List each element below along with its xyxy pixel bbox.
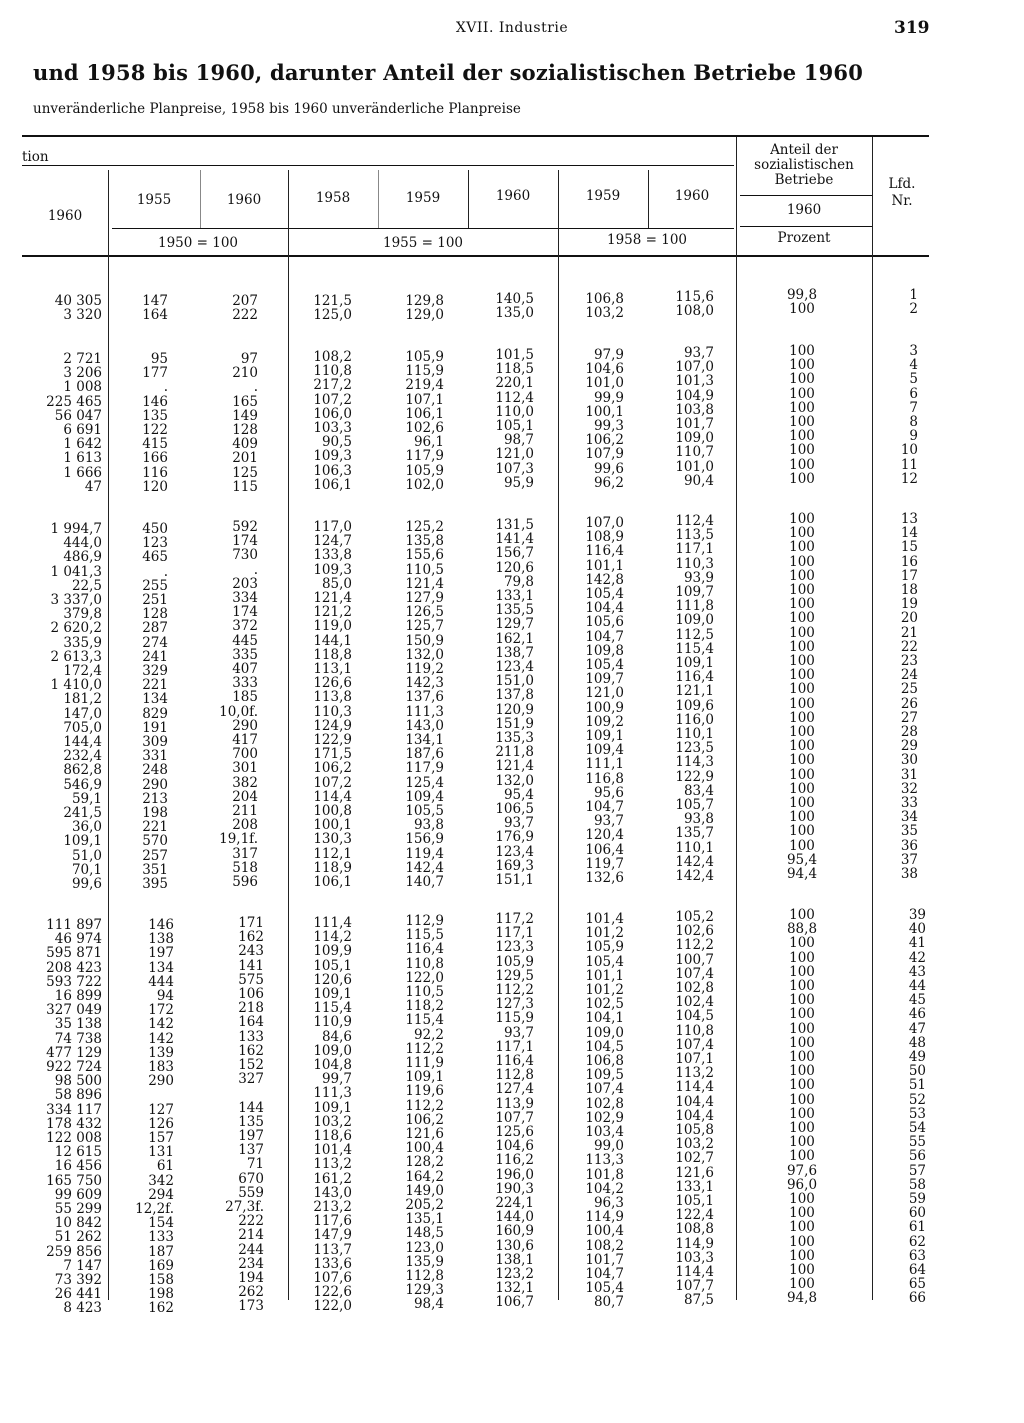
table-title: und 1958 bis 1960, darunter Anteil der sozialistischen Betriebe 1960 <box>33 60 864 85</box>
col-index-1958: 111,4 114,2 109,9 105,1 120,6 109,1 115,4 110,9 84,6 109,0 104,8 99,7 111,3 109,1 103,2 118,6 101,4 113,2 161,2 143,0 213,2 117,6 147,9 113,7 133,6 107,6 122,6 122,0 <box>313 915 352 1315</box>
col-index-1960-c: 105,2 102,6 112,2 100,7 107,4 102,8 102,4 104,5 110,8 107,4 107,1 113,2 114,4 104,4 104,4 105,8 103,2 102,7 121,6 133,1 105,1 122,4 108,8 114,9 103,3 114,4 107,7 87,5 <box>675 909 714 1309</box>
col-index-1958: 121,5 125,0 <box>313 293 352 324</box>
col-index-1960-a: 97 210 . 165 149 128 409 201 125 115 <box>232 351 258 495</box>
col-index-1959-b: 97,9 104,6 101,0 99,9 100,1 99,3 106,2 107,9 99,6 96,2 <box>585 347 624 491</box>
col-index-1955: 450 123 465 . 255 251 128 287 274 241 329 221 134 829 191 309 331 248 290 213 198 221 570 257 351 395 <box>142 521 168 893</box>
col-index-1958: 108,2 110,8 217,2 107,2 106,0 103,3 90,5 109,3 106,3 106,1 <box>313 349 352 493</box>
col-index-1960-a: 207 222 <box>232 293 258 324</box>
header-1960-c: 1960 <box>674 188 710 204</box>
header-year-1960: 1960 <box>47 208 83 224</box>
header-anteil-year: 1960 <box>786 202 822 218</box>
header-1960-a: 1960 <box>226 192 262 208</box>
col-anteil: 100 100 100 100 100 100 100 100 100 100 100 100 100 100 100 100 100 100 100 100 100 100 100 100 95,4 94,4 <box>786 511 818 883</box>
col-lfd-nr: 3 4 5 6 7 8 9 10 11 12 <box>900 343 918 487</box>
col-index-1960-b: 131,5 141,4 156,7 120,6 79,8 133,1 135,5 129,7 162,1 138,7 123,4 151,0 137,8 120,9 151,9 135,3 211,8 121,4 132,0 95,4 106,5 93,7 176,9 123,4 169,3 151,1 <box>495 517 534 889</box>
col-1960-values: 111 897 46 974 595 871 208 423 593 722 16 899 327 049 35 138 74 738 477 129 922 724 98 500 58 896 334 117 178 432 122 008 12 615 16 456 165 750 99 609 55 299 10 842 51 262 259 856 7 147 73 392 26 441 8 423 <box>46 917 102 1317</box>
col-index-1959-b: 106,8 103,2 <box>585 291 624 322</box>
col-1960-values: 1 994,7 444,0 486,9 1 041,3 22,5 3 337,0 379,8 2 620,2 335,9 2 613,3 172,4 1 410,0 181,2 147,0 705,0 144,4 232,4 862,8 546,9 59,1 241,5 36,0 109,1 51,0 70,1 99,6 <box>50 521 102 893</box>
col-1960-values: 2 721 3 206 1 008 225 465 56 047 6 691 1 642 1 613 1 666 47 <box>46 351 102 495</box>
col-index-1959: 112,9 115,5 116,4 110,8 122,0 110,5 118,2 115,4 92,2 112,2 111,9 109,1 119,6 112,2 106,2 121,6 100,4 128,2 164,2 149,0 205,2 135,1 148,5 123,0 135,9 112,8 129,3 98,4 <box>405 913 444 1313</box>
header-base-1950: 1950 = 100 <box>157 235 239 251</box>
page-number: 319 <box>894 18 930 38</box>
col-1960-values: 40 305 3 320 <box>54 293 102 324</box>
col-index-1959: 125,2 135,8 155,6 110,5 121,4 127,9 126,5 125,7 150,9 132,0 119,2 142,3 137,6 111,3 143,0 134,1 187,6 117,9 125,4 109,4 105,5 93,8 156,9 119,4 142,4 140,7 <box>405 519 444 891</box>
col-index-1958: 117,0 124,7 133,8 109,3 85,0 121,4 121,2 119,0 144,1 118,8 113,1 126,6 113,8 110,3 124,9 122,9 171,5 106,2 107,2 114,4 100,8 100,1 130,3 112,1 118,9 106,1 <box>313 519 352 891</box>
col-lfd-nr: 1 2 <box>909 287 918 318</box>
table-subtitle: unveränderliche Planpreise, 1958 bis 1960 unveränderliche Planpreise <box>33 101 521 117</box>
running-head: XVII. Industrie <box>455 20 569 36</box>
col-index-1955: 147 164 <box>142 293 168 324</box>
header-lfd: Lfd. <box>888 176 916 192</box>
col-index-1960-b: 140,5 135,0 <box>495 291 534 322</box>
col-index-1959: 129,8 129,0 <box>405 293 444 324</box>
header-1959: 1959 <box>405 190 441 206</box>
col-index-1960-c: 93,7 107,0 101,3 104,9 103,8 101,7 109,0 110,7 101,0 90,4 <box>675 345 714 489</box>
header-prozent: Prozent <box>777 230 831 246</box>
col-index-1959-b: 107,0 108,9 116,4 101,1 142,8 105,4 104,4 105,6 104,7 109,8 105,4 109,7 121,0 100,9 109,2 109,1 109,4 111,1 116,8 95,6 104,7 93,7 120,4 106,4 119,7 132,6 <box>585 515 624 887</box>
col-lfd-nr: 13 14 15 16 17 18 19 20 21 22 23 24 25 26 27 28 29 30 31 32 33 34 35 36 37 38 <box>900 511 918 883</box>
header-base-1958: 1958 = 100 <box>606 232 688 248</box>
col-index-1959: 105,9 115,9 219,4 107,1 106,1 102,6 96,1 117,9 105,9 102,0 <box>405 349 444 493</box>
header-1960-b: 1960 <box>495 188 531 204</box>
col-index-1960-b: 101,5 118,5 220,1 112,4 110,0 105,1 98,7 121,0 107,3 95,9 <box>495 347 534 491</box>
header-1955: 1955 <box>136 192 172 208</box>
header-1959-b: 1959 <box>585 188 621 204</box>
col-anteil: 99,8 100 <box>786 287 818 318</box>
col-index-1960-a: 592 174 730 . 203 334 174 372 445 335 407 333 185 10,0f. 290 417 700 301 382 204 211 208 19,1f. 317 518 596 <box>219 519 258 891</box>
col-index-1960-a: 171 162 243 141 575 106 218 164 133 162 152 327 144 135 197 137 71 670 559 27,3f. 222 214 244 234 194 262 173 <box>225 915 264 1315</box>
header-nr: Nr. <box>891 193 913 209</box>
col-index-1960-c: 112,4 113,5 117,1 110,3 93,9 109,7 111,8 109,0 112,5 115,4 109,1 116,4 121,1 109,6 116,0 110,1 123,5 114,3 122,9 83,4 105,7 93,8 135,7 110,1 142,4 142,4 <box>675 513 714 885</box>
col-index-1959-b: 101,4 101,2 105,9 105,4 101,1 101,2 102,5 104,1 109,0 104,5 106,8 109,5 107,4 102,8 102,9 103,4 99,0 113,3 101,8 104,2 96,3 114,9 100,4 108,2 101,7 104,7 105,4 80,7 <box>585 911 624 1311</box>
header-anteil-2: sozialistischen <box>754 157 854 173</box>
col-index-1955: 95 177 . 146 135 122 415 166 116 120 <box>142 351 168 495</box>
col-index-1955: 146 138 197 134 444 94 172 142 142 139 183 290 127 126 157 131 61 342 294 12,2f. 154 133 187 169 158 198 162 <box>135 917 174 1317</box>
col-anteil: 100 100 100 100 100 100 100 100 100 100 <box>789 343 815 487</box>
col-anteil: 100 88,8 100 100 100 100 100 100 100 100 100 100 100 100 100 100 100 100 97,6 96,0 100 100 100 100 100 100 100 94,8 <box>786 907 818 1307</box>
header-base-1955: 1955 = 100 <box>382 235 464 251</box>
header-1958: 1958 <box>315 190 351 206</box>
header-anteil-3: Betriebe <box>774 172 834 188</box>
header-anteil-1: Anteil der <box>770 142 838 158</box>
header-production-fragment: tion <box>22 149 49 165</box>
col-lfd-nr: 39 40 41 42 43 44 45 46 47 48 49 50 51 52 53 54 55 56 57 58 59 60 61 62 63 64 65 66 <box>908 907 926 1307</box>
col-index-1960-b: 117,2 117,1 123,3 105,9 129,5 112,2 127,3 115,9 93,7 117,1 116,4 112,8 127,4 113,9 107,7 125,6 104,6 116,2 196,0 190,3 224,1 144,0 160,9 130,6 138,1 123,2 132,1 106,7 <box>495 911 534 1311</box>
col-index-1960-c: 115,6 108,0 <box>675 289 714 320</box>
